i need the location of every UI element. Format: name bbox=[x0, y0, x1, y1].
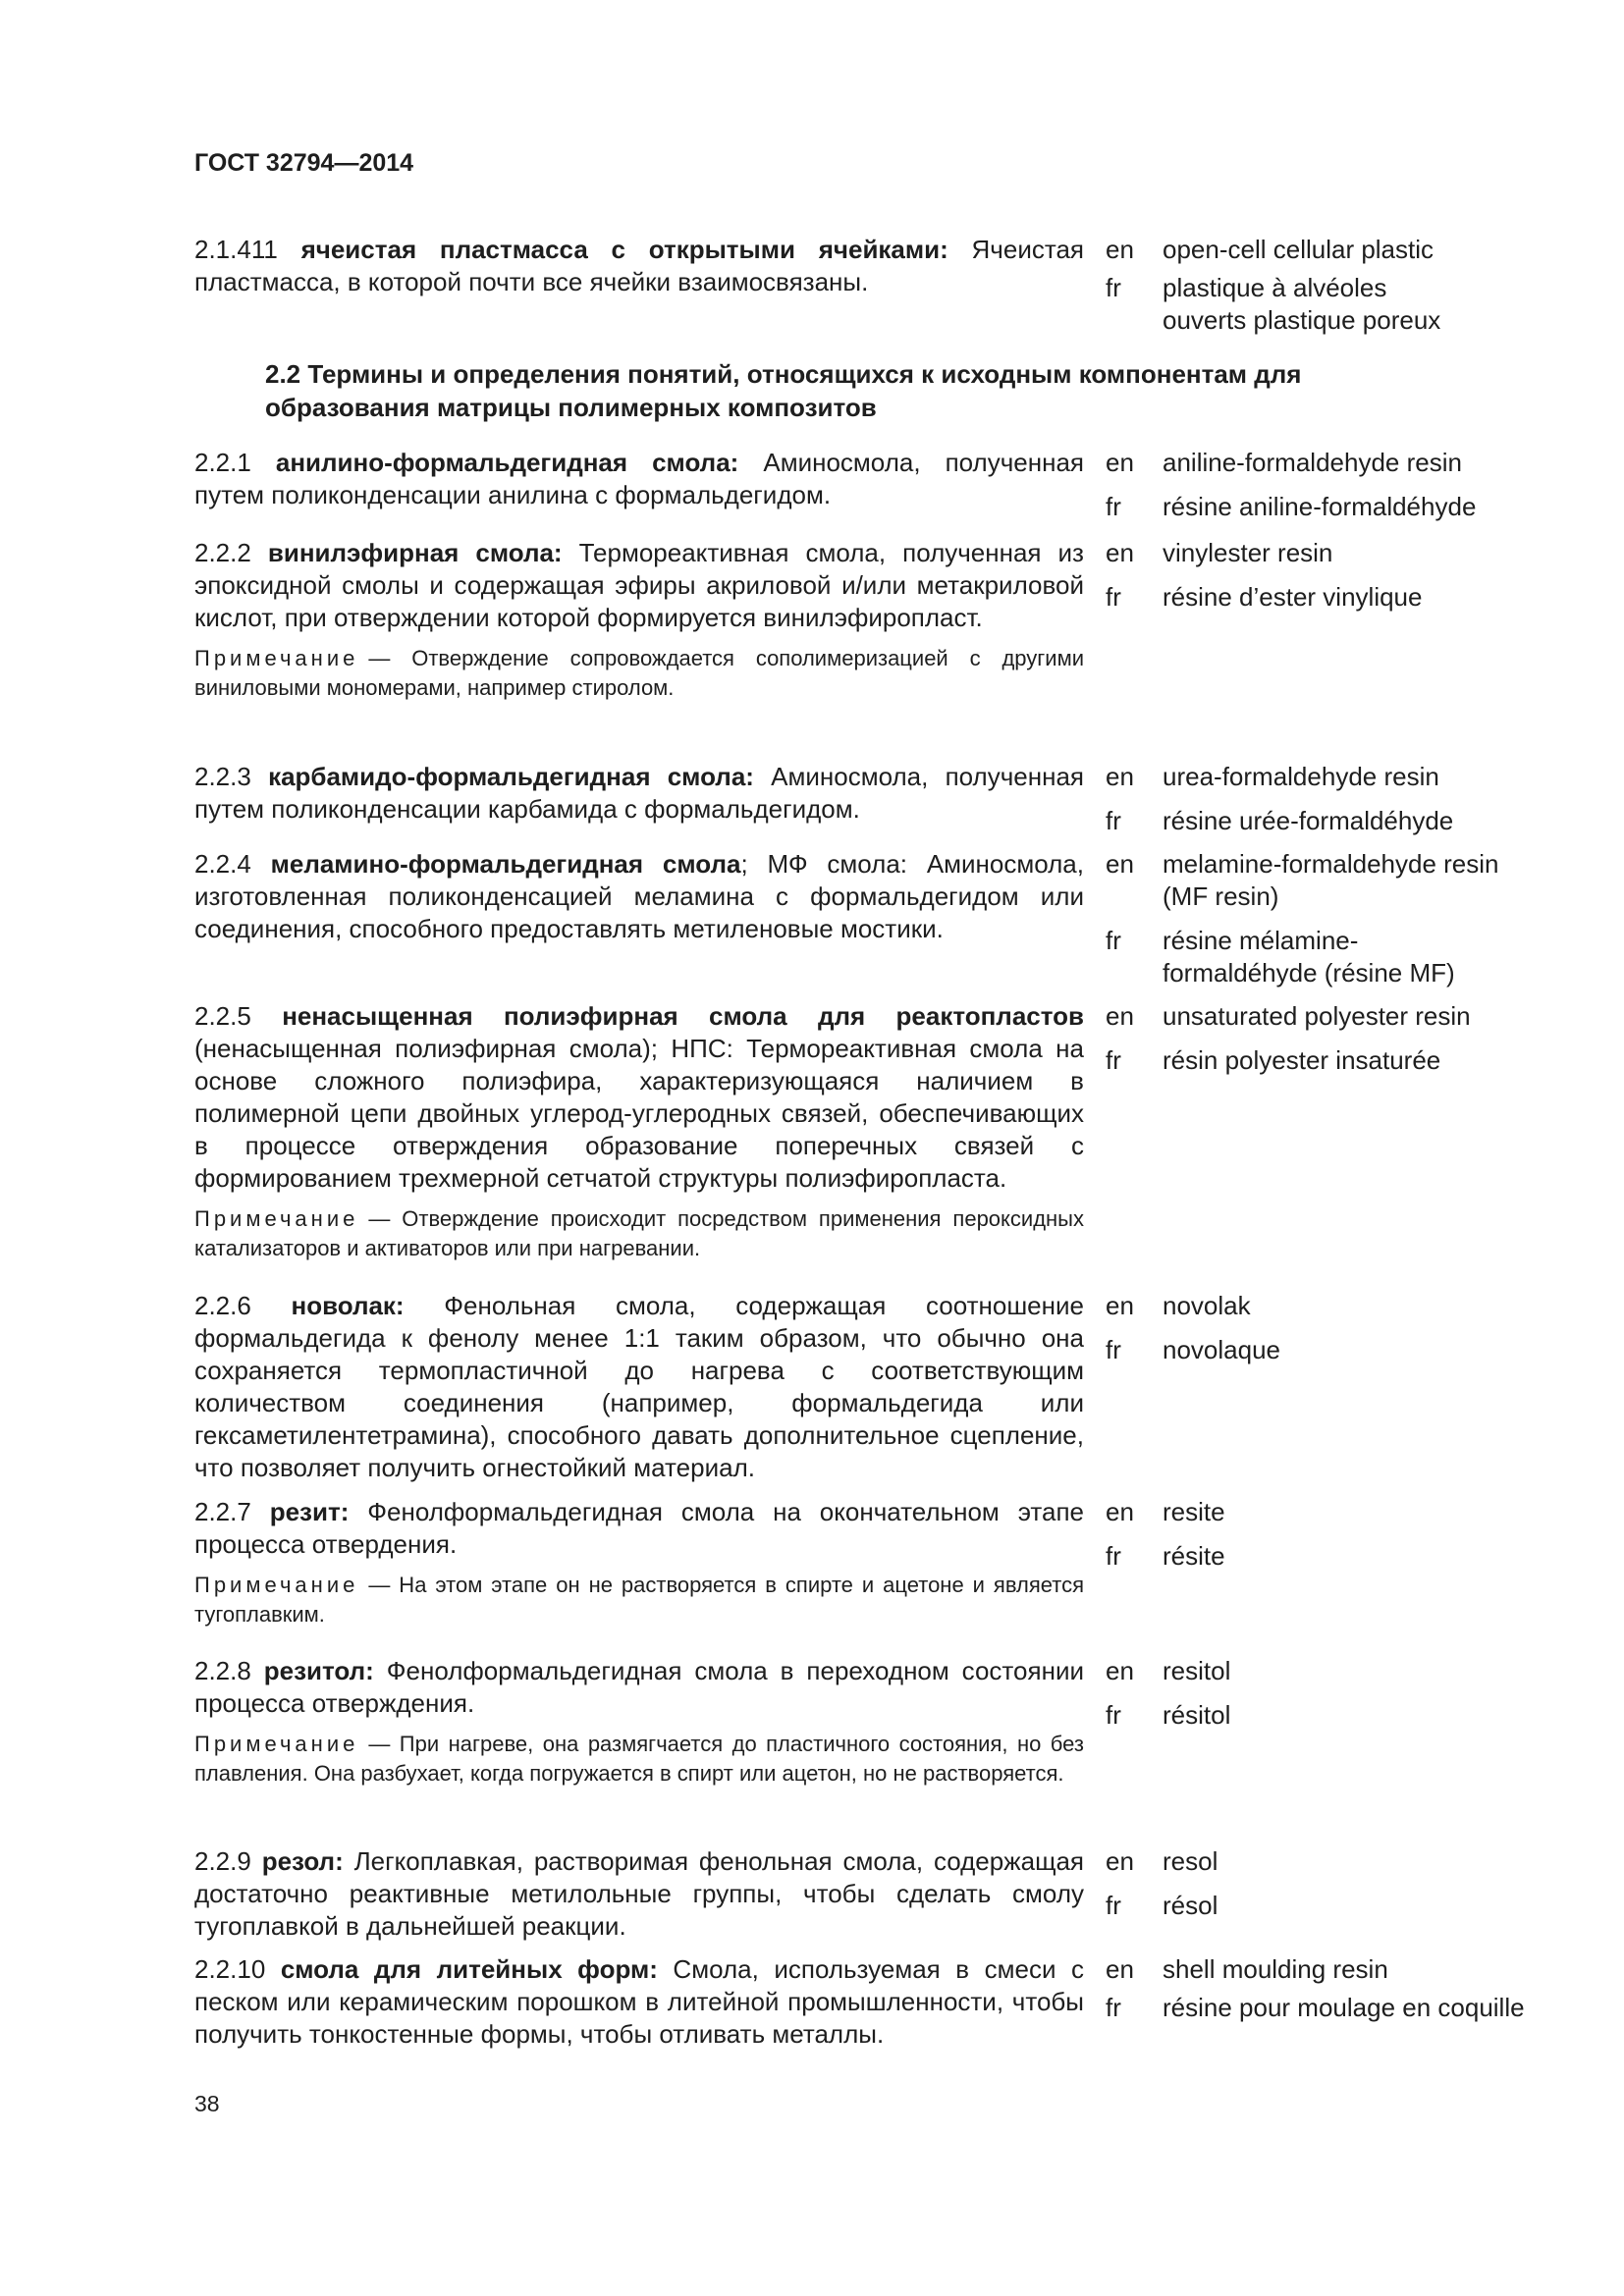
translation-fr bbox=[1106, 1334, 1530, 1366]
translations bbox=[1106, 1000, 1530, 1077]
definition bbox=[194, 537, 1084, 703]
lang-code-fr: fr bbox=[1106, 582, 1121, 612]
page-number: 38 bbox=[194, 2091, 220, 2116]
translation-fr bbox=[1106, 1992, 1530, 2024]
term-fr: résitol bbox=[1163, 1700, 1231, 1730]
term-definition: (ненасыщенная полиэфирная смола); НПС: Термореактивная смола на основе сложного полиэфира, характеризующаяся наличием в полимерной цепи двойных углерод-углеродных связей, обеспечивающих в процессе отверждения образование поперечных связей с формированием трехмерной сетчатой структуры полиэфиропласта. bbox=[194, 1034, 1084, 1193]
term-en: shell moulding resin bbox=[1163, 1954, 1388, 1984]
note bbox=[194, 1571, 1084, 1629]
term-definition: Фенолформальдегидная смола в переходном состоянии процесса отверждения. bbox=[194, 1656, 1084, 1718]
definition bbox=[194, 1290, 1084, 1484]
translations bbox=[1106, 1655, 1530, 1732]
translations bbox=[1106, 761, 1530, 837]
translation-fr bbox=[1106, 581, 1530, 614]
term-en: vinylester resin bbox=[1163, 538, 1333, 567]
term-number: 2.2.8 bbox=[194, 1656, 251, 1685]
term-name: резит: bbox=[269, 1497, 350, 1526]
term-fr: résite bbox=[1163, 1541, 1225, 1571]
lang-code-en: en bbox=[1106, 1497, 1134, 1526]
translation-en bbox=[1106, 234, 1530, 266]
term-definition: Аминосмола, полученная путем поликонденсации анилина с формальдегидом. bbox=[194, 448, 1084, 509]
lang-code-fr: fr bbox=[1106, 273, 1121, 302]
term-en: novolak bbox=[1163, 1291, 1251, 1320]
translation-fr bbox=[1106, 1699, 1530, 1732]
term-name: резитол: bbox=[263, 1656, 374, 1685]
lang-code-en: en bbox=[1106, 762, 1134, 791]
term-fr: résine pour moulage en coquille bbox=[1163, 1993, 1525, 2022]
lang-code-fr: fr bbox=[1106, 1335, 1121, 1364]
section-heading-2-2: 2.2 Термины и определения понятий, относящихся к исходным компонентам для образования матрицы полимерных композитов bbox=[265, 359, 1302, 422]
lang-code-fr: fr bbox=[1106, 1541, 1121, 1571]
note-label: Примечание bbox=[194, 1206, 359, 1231]
term-definition: Аминосмола, полученная путем поликонденсации карбамида с формальдегидом. bbox=[194, 762, 1084, 824]
lang-code-en: en bbox=[1106, 1001, 1134, 1031]
term-number: 2.2.7 bbox=[194, 1497, 251, 1526]
term-name: винилэфирная смола: bbox=[267, 538, 563, 567]
term-fr: résine mélamine-formaldéhyde (résine MF) bbox=[1163, 926, 1455, 988]
term-name: меламино-формальдегидная смола bbox=[270, 849, 741, 879]
term-en: resite bbox=[1163, 1497, 1225, 1526]
translations bbox=[1106, 1290, 1530, 1366]
term-en: unsaturated polyester resin bbox=[1163, 1001, 1471, 1031]
term-number: 2.2.2 bbox=[194, 538, 251, 567]
note-label: Примечание bbox=[194, 646, 359, 670]
term-name: резол: bbox=[261, 1846, 344, 1876]
lang-code-en: en bbox=[1106, 1291, 1134, 1320]
lang-code-fr: fr bbox=[1106, 1700, 1121, 1730]
term-definition: Легкоплавкая, растворимая фенольная смола, содержащая достаточно реактивные метилольные группы, чтобы сделать смолу тугоплавкой в дальнейшей реакции. bbox=[194, 1846, 1084, 1941]
term-definition: ; МФ смола: Аминосмола, изготовленная поликонденсацией меламина с формальдегидом или соединения, способного предоставлять метиленовые мостики. bbox=[194, 849, 1084, 943]
lang-code-en: en bbox=[1106, 448, 1134, 477]
term-definition: Термореактивная смола, полученная из эпоксидной смолы и содержащая эфиры акриловой и/или метакриловой кислот, при отверждении которой формируется винилэфиропласт. bbox=[194, 538, 1084, 632]
term-fr: résin polyester insaturée bbox=[1163, 1045, 1441, 1075]
term-name: ненасыщенная полиэфирная смола для реактопластов bbox=[282, 1001, 1084, 1031]
term-fr: résine aniline-formaldéhyde bbox=[1163, 492, 1477, 521]
term-name: смола для литейных форм: bbox=[280, 1954, 658, 1984]
term-fr: résol bbox=[1163, 1891, 1218, 1920]
translations bbox=[1106, 1845, 1530, 1922]
translation-en bbox=[1106, 848, 1530, 913]
term-name: карбамидо-формальдегидная смола: bbox=[268, 762, 754, 791]
definition bbox=[194, 1496, 1084, 1629]
definition bbox=[194, 447, 1084, 511]
lang-code-fr: fr bbox=[1106, 1993, 1121, 2022]
lang-code-en: en bbox=[1106, 849, 1134, 879]
translation-en bbox=[1106, 1953, 1530, 1986]
translation-fr bbox=[1106, 491, 1530, 523]
term-en: urea-formaldehyde resin bbox=[1163, 762, 1439, 791]
term-number: 2.2.9 bbox=[194, 1846, 251, 1876]
translation-fr bbox=[1106, 925, 1530, 989]
term-en: resol bbox=[1163, 1846, 1218, 1876]
term-number: 2.2.5 bbox=[194, 1001, 251, 1031]
term-fr: plastique à alvéoles ouverts plastique poreux bbox=[1163, 273, 1441, 335]
translation-en bbox=[1106, 537, 1530, 569]
lang-code-fr: fr bbox=[1106, 806, 1121, 835]
translation-en bbox=[1106, 1000, 1530, 1033]
translation-fr bbox=[1106, 1890, 1530, 1922]
note-label: Примечание bbox=[194, 1573, 359, 1597]
term-name: новолак: bbox=[291, 1291, 405, 1320]
translation-fr bbox=[1106, 1044, 1530, 1077]
term-number: 2.1.411 bbox=[194, 235, 278, 264]
note-text: — На этом этапе он не растворяется в спирте и ацетоне и является тугоплавким. bbox=[194, 1573, 1084, 1627]
translations bbox=[1106, 848, 1530, 989]
term-en: open-cell cellular plastic bbox=[1163, 235, 1435, 264]
note bbox=[194, 644, 1084, 703]
translation-en bbox=[1106, 1845, 1530, 1878]
definition bbox=[194, 1845, 1084, 1943]
term-number: 2.2.3 bbox=[194, 762, 251, 791]
term-number: 2.2.10 bbox=[194, 1954, 266, 1984]
definition bbox=[194, 234, 1084, 298]
term-definition: Ячеистая пластмасса, в которой почти все ячейки взаимосвязаны. bbox=[194, 235, 1084, 296]
definition bbox=[194, 1953, 1084, 2051]
translation-en bbox=[1106, 447, 1530, 479]
term-en: aniline-formaldehyde resin bbox=[1163, 448, 1462, 477]
lang-code-en: en bbox=[1106, 235, 1134, 264]
note-text: — Отверждение происходит посредством применения пероксидных катализаторов и активаторов или при нагревании. bbox=[194, 1206, 1084, 1260]
term-definition: Фенолформальдегидная смола на окончательном этапе процесса отвердения. bbox=[194, 1497, 1084, 1559]
note-text: — Отверждение сопровождается сополимеризацией с другими виниловыми мономерами, например стиролом. bbox=[194, 646, 1084, 700]
lang-code-fr: fr bbox=[1106, 1045, 1121, 1075]
translations bbox=[1106, 234, 1530, 337]
lang-code-en: en bbox=[1106, 1846, 1134, 1876]
term-fr: novolaque bbox=[1163, 1335, 1280, 1364]
translation-fr bbox=[1106, 805, 1530, 837]
term-name: ячеистая пластмасса с открытыми ячейками: bbox=[300, 235, 948, 264]
term-en: resitol bbox=[1163, 1656, 1231, 1685]
note bbox=[194, 1204, 1084, 1263]
translations bbox=[1106, 1496, 1530, 1573]
definition bbox=[194, 848, 1084, 945]
term-fr: résine urée-formaldéhyde bbox=[1163, 806, 1454, 835]
term-number: 2.2.1 bbox=[194, 448, 251, 477]
lang-code-en: en bbox=[1106, 1954, 1134, 1984]
term-definition: Смола, используемая в смеси с песком или керамическим порошком в литейной промышленности, чтобы получить тонкостенные формы, чтобы отливать металлы. bbox=[194, 1954, 1084, 2049]
term-en: melamine-formaldehyde resin (MF resin) bbox=[1163, 849, 1499, 911]
translation-en bbox=[1106, 1290, 1530, 1322]
translation-en bbox=[1106, 1655, 1530, 1687]
term-number: 2.2.6 bbox=[194, 1291, 251, 1320]
lang-code-en: en bbox=[1106, 538, 1134, 567]
term-fr: résine d’ester vinylique bbox=[1163, 582, 1423, 612]
translation-fr bbox=[1106, 1540, 1530, 1573]
note-label: Примечание bbox=[194, 1732, 359, 1756]
lang-code-fr: fr bbox=[1106, 492, 1121, 521]
definition bbox=[194, 1655, 1084, 1789]
document-header: ГОСТ 32794—2014 bbox=[194, 149, 414, 177]
term-name: анилино-формальдегидная смола: bbox=[275, 448, 739, 477]
definition bbox=[194, 761, 1084, 826]
translations bbox=[1106, 447, 1530, 523]
term-number: 2.2.4 bbox=[194, 849, 251, 879]
translations bbox=[1106, 537, 1530, 614]
translations bbox=[1106, 1953, 1530, 2024]
translation-en bbox=[1106, 1496, 1530, 1528]
lang-code-fr: fr bbox=[1106, 926, 1121, 955]
note-text: — При нагреве, она размягчается до пластичного состояния, но без плавления. Она разбухает, когда погружается в спирт или ацетон, но не растворяется. bbox=[194, 1732, 1084, 1786]
translation-en bbox=[1106, 761, 1530, 793]
note bbox=[194, 1730, 1084, 1789]
lang-code-en: en bbox=[1106, 1656, 1134, 1685]
definition bbox=[194, 1000, 1084, 1263]
translation-fr bbox=[1106, 272, 1530, 337]
term-definition: Фенольная смола, содержащая соотношение формальдегида к фенолу менее 1:1 таким образом, что обычно она сохраняется термопластичной до нагрева с соответствующим количеством соединения (например, формальдегида или гексаметилентетрамина), способного давать дополнительное сцепление, что позволяет получить огнестойкий материал. bbox=[194, 1291, 1084, 1482]
lang-code-fr: fr bbox=[1106, 1891, 1121, 1920]
